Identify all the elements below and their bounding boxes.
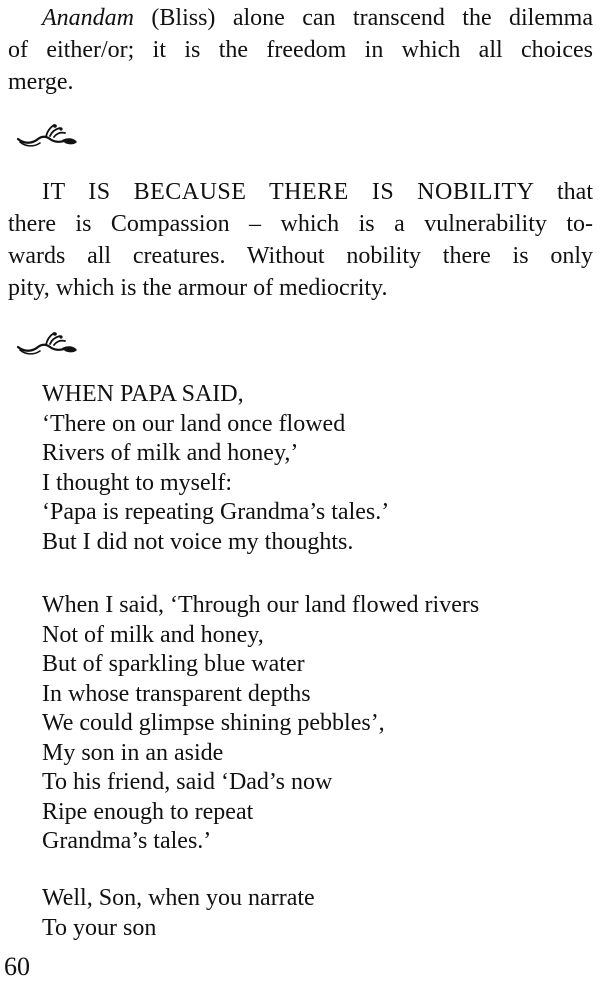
poem-line: But I did not voice my thoughts. xyxy=(42,528,354,555)
poem-line: WHEN PAPA SAID, xyxy=(42,381,244,407)
paragraph-anandam xyxy=(8,2,593,98)
poem-line: To his friend, said ‘Dad’s now xyxy=(42,769,333,795)
poem-line: ‘Papa is repeating Grandma’s tales.’ xyxy=(42,499,390,525)
anandam-term: Anandam xyxy=(42,5,134,31)
paragraph-line: of either/or; it is the freedom in which all choices xyxy=(8,37,593,63)
poem-stanza-3 xyxy=(42,884,315,943)
paragraph-line: Anandam (Bliss) alone can transcend the dilemma xyxy=(42,5,593,31)
lotus-flourish-icon xyxy=(16,122,80,150)
paragraph-line: merge. xyxy=(8,69,74,95)
page-number: 60 xyxy=(4,952,30,981)
paragraph-nobility xyxy=(8,176,593,304)
paragraph-line: there is Compassion – which is a vulnerability to- xyxy=(8,211,593,237)
poem-line: Ripe enough to repeat xyxy=(42,798,254,825)
paragraph-line: IT IS BECAUSE THERE IS NOBILITY that xyxy=(42,179,593,205)
poem-stanza-2 xyxy=(42,591,479,857)
paragraph-line: pity, which is the armour of mediocrity. xyxy=(8,275,388,301)
paragraph-line: wards all creatures. Without nobility there is only xyxy=(8,243,593,269)
poem-line: Not of milk and honey, xyxy=(42,621,264,648)
poem-line: I thought to myself: xyxy=(42,469,232,496)
paragraph-lead-caps: IT IS BECAUSE THERE IS NOBILITY xyxy=(42,179,535,205)
poem-line: Grandma’s tales.’ xyxy=(42,828,212,854)
poem-line: In whose transparent depths xyxy=(42,680,311,707)
lotus-flourish-icon xyxy=(16,330,80,358)
poem-line: Rivers of milk and honey,’ xyxy=(42,440,299,466)
poem-line: We could glimpse shining pebbles’, xyxy=(42,710,385,736)
poem-stanza-1 xyxy=(42,380,389,557)
poem-line: When I said, ‘Through our land flowed rivers xyxy=(42,592,480,618)
poem-line: ‘There on our land once flowed xyxy=(42,410,346,437)
poem-line: But of sparkling blue water xyxy=(42,651,305,677)
poem-line: To your son xyxy=(42,914,157,941)
poem-line: Well, Son, when you narrate xyxy=(42,885,315,911)
poem-line: My son in an aside xyxy=(42,739,224,766)
